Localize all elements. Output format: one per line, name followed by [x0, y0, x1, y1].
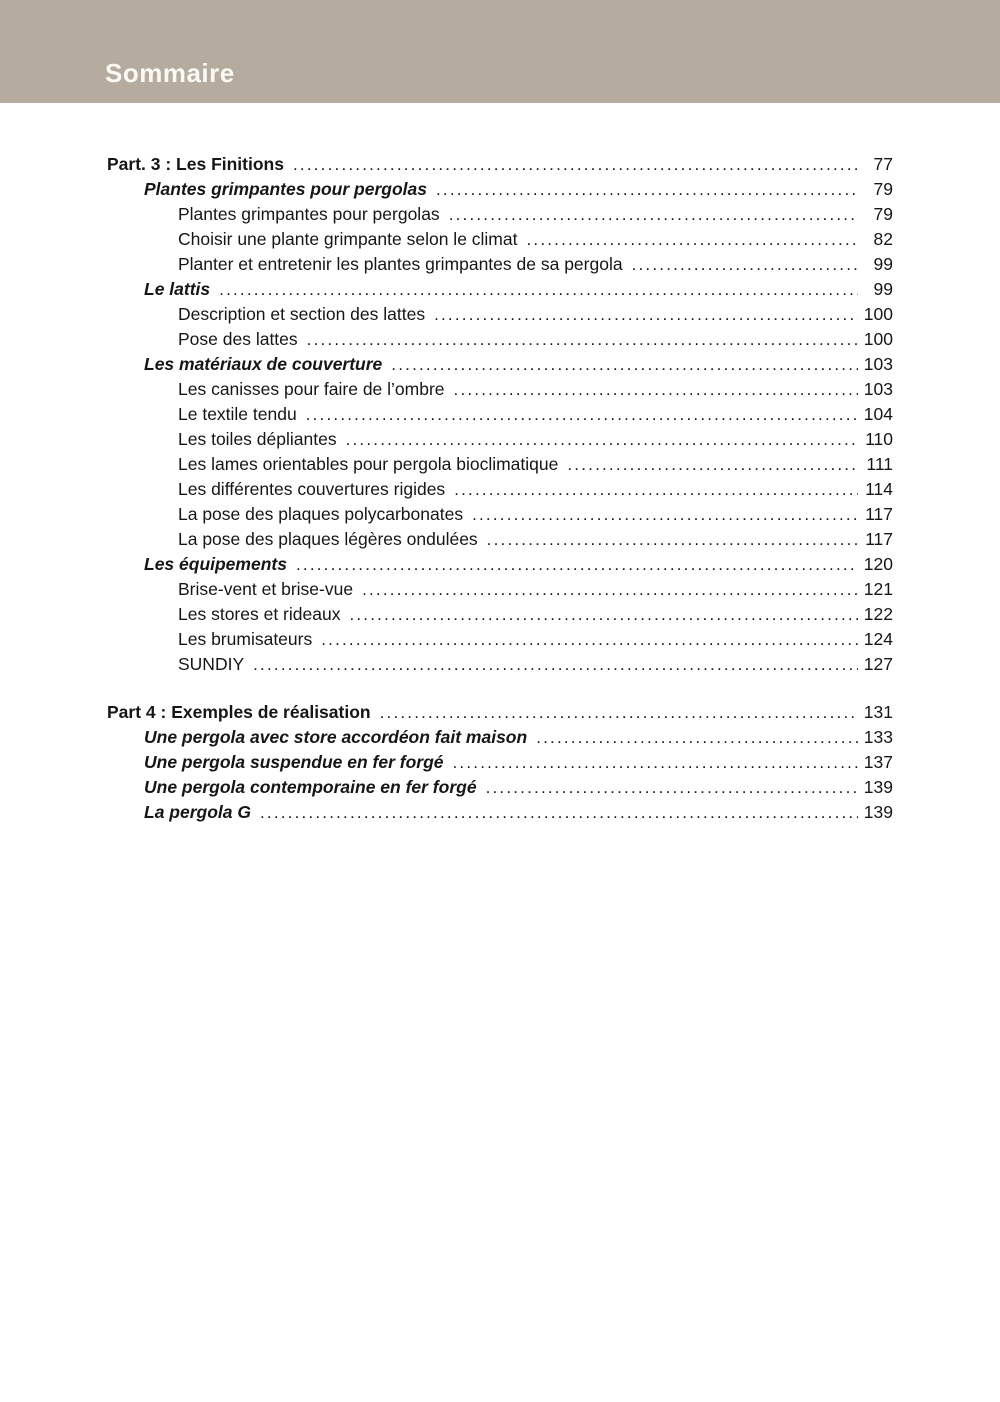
dotted-leader — [486, 776, 858, 800]
toc-entry-page: 124 — [863, 629, 893, 649]
toc-entry-label: Description et section des lattes — [178, 304, 426, 324]
toc-entry-label: Les équipements — [144, 554, 287, 574]
toc-row — [107, 577, 893, 602]
toc-entry-page: 120 — [863, 554, 893, 574]
toc-entry-page: 127 — [863, 654, 893, 674]
toc-entry-page: 117 — [865, 529, 893, 549]
toc-entry-page: 137 — [863, 752, 893, 772]
dotted-leader — [449, 203, 858, 227]
toc-entry-label: Choisir une plante grimpante selon le climat — [178, 229, 518, 249]
toc-entry-label: Les lames orientables pour pergola bioclimatique — [178, 454, 559, 474]
toc-row — [107, 800, 893, 825]
toc-entry-page: 117 — [865, 504, 893, 524]
toc-row — [107, 427, 893, 452]
dotted-leader — [567, 453, 858, 477]
dotted-leader — [391, 353, 858, 377]
toc-entry-page: 99 — [873, 254, 893, 274]
toc-row — [107, 302, 893, 327]
toc-row — [107, 152, 893, 177]
toc-row — [107, 502, 893, 527]
toc-row — [107, 627, 893, 652]
toc-entry-page: 121 — [863, 579, 893, 599]
dotted-leader — [434, 303, 858, 327]
toc-entry-label: Une pergola contemporaine en fer forgé — [144, 777, 477, 797]
dotted-leader — [632, 253, 858, 277]
toc-entry-page: 79 — [873, 204, 893, 224]
toc-row — [107, 700, 893, 725]
toc-entry-page: 79 — [873, 179, 893, 199]
dotted-leader — [219, 278, 858, 302]
toc-row — [107, 602, 893, 627]
page-title: Sommaire — [105, 58, 235, 88]
toc-entry-page: 103 — [863, 379, 893, 399]
dotted-leader — [296, 553, 858, 577]
toc-entry-page: 131 — [863, 702, 893, 722]
dotted-leader — [321, 628, 858, 652]
toc-entry-label: Une pergola suspendue en fer forgé — [144, 752, 444, 772]
toc-entry-label: Les matériaux de couverture — [144, 354, 383, 374]
dotted-leader — [380, 701, 858, 725]
toc-entry-label: Les brumisateurs — [178, 629, 313, 649]
dotted-leader — [536, 726, 858, 750]
toc-row — [107, 327, 893, 352]
toc-row — [107, 277, 893, 302]
dotted-leader — [260, 801, 858, 825]
dotted-leader — [487, 528, 858, 552]
toc-row — [107, 377, 893, 402]
toc-entry-label: Part. 3 : Les Finitions — [107, 154, 284, 174]
toc-row — [107, 202, 893, 227]
dotted-leader — [472, 503, 858, 527]
toc-entry-page: 103 — [863, 354, 893, 374]
toc-list — [0, 103, 1000, 825]
dotted-leader — [362, 578, 858, 602]
toc-entry-label: Les stores et rideaux — [178, 604, 341, 624]
toc-entry-label: Part 4 : Exemples de réalisation — [107, 702, 371, 722]
toc-entry-label: La pergola G — [144, 802, 251, 822]
toc-entry-label: Planter et entretenir les plantes grimpantes de sa pergola — [178, 254, 623, 274]
dotted-leader — [454, 478, 858, 502]
toc-entry-label: Les différentes couvertures rigides — [178, 479, 446, 499]
toc-row — [107, 252, 893, 277]
toc-entry-page: 82 — [873, 229, 893, 249]
toc-row — [107, 725, 893, 750]
toc-row — [107, 652, 893, 677]
toc-entry-page: 100 — [863, 329, 893, 349]
dotted-leader — [307, 328, 858, 352]
toc-entry-label: Le textile tendu — [178, 404, 297, 424]
toc-entry-page: 133 — [863, 727, 893, 747]
toc-entry-page: 77 — [873, 154, 893, 174]
toc-entry-page: 100 — [863, 304, 893, 324]
toc-entry-label: Une pergola avec store accordéon fait maison — [144, 727, 528, 747]
page-header — [0, 0, 1000, 103]
toc-entry-label: Plantes grimpantes pour pergolas — [178, 204, 440, 224]
toc-entry-page: 139 — [863, 777, 893, 797]
toc-entry-label: Pose des lattes — [178, 329, 298, 349]
toc-entry-label: SUNDIY — [178, 654, 245, 674]
toc-entry-label: Plantes grimpantes pour pergolas — [144, 179, 427, 199]
toc-entry-label: Les toiles dépliantes — [178, 429, 337, 449]
dotted-leader — [454, 378, 858, 402]
toc-entry-page: 122 — [863, 604, 893, 624]
toc-entry-page: 139 — [863, 802, 893, 822]
toc-entry-page: 111 — [866, 454, 893, 474]
toc-row — [107, 750, 893, 775]
toc-row — [107, 177, 893, 202]
toc-row — [107, 552, 893, 577]
dotted-leader — [453, 751, 859, 775]
toc-row — [107, 477, 893, 502]
toc-entry-page: 114 — [865, 479, 893, 499]
toc-entry-label: La pose des plaques légères ondulées — [178, 529, 478, 549]
dotted-leader — [293, 153, 858, 177]
toc-row — [107, 452, 893, 477]
toc-row — [107, 527, 893, 552]
toc-entry-page: 99 — [873, 279, 893, 299]
toc-entry-label: Le lattis — [144, 279, 211, 299]
dotted-leader — [526, 228, 858, 252]
toc-entry-page: 110 — [865, 429, 893, 449]
dotted-leader — [306, 403, 858, 427]
dotted-leader — [346, 428, 858, 452]
dotted-leader — [253, 653, 858, 677]
toc-entry-label: La pose des plaques polycarbonates — [178, 504, 464, 524]
dotted-leader — [349, 603, 858, 627]
toc-row — [107, 352, 893, 377]
toc-entry-label: Brise-vent et brise-vue — [178, 579, 354, 599]
toc-entry-label: Les canisses pour faire de l’ombre — [178, 379, 445, 399]
toc-row — [107, 775, 893, 800]
toc-row — [107, 402, 893, 427]
dotted-leader — [436, 178, 858, 202]
toc-entry-page: 104 — [863, 404, 893, 424]
toc-row — [107, 227, 893, 252]
